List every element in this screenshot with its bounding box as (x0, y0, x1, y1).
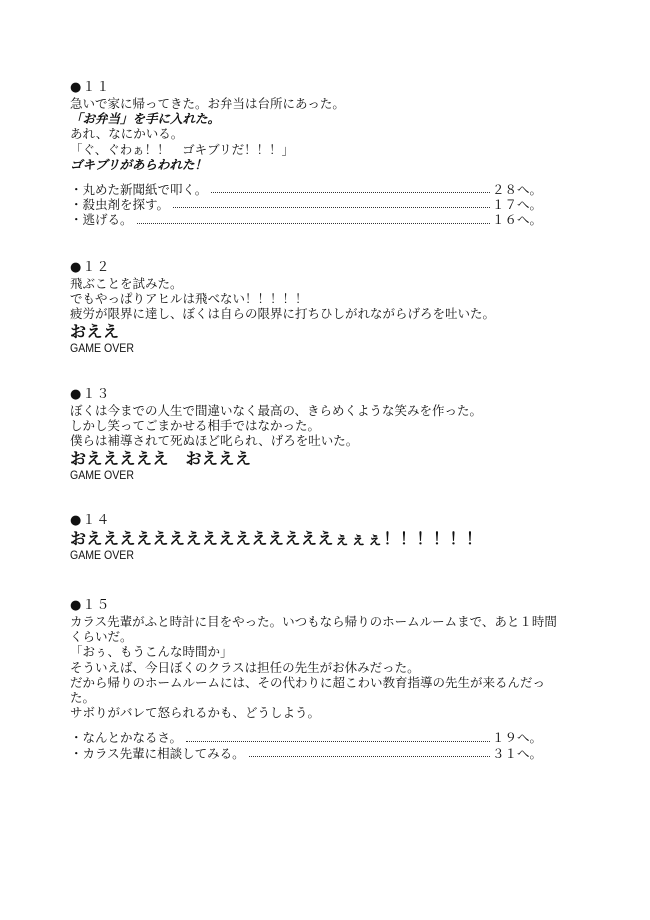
choice-item[interactable] (70, 730, 542, 745)
choice-destination: ２８へ。 (491, 182, 542, 198)
choice-destination: ３１へ。 (491, 745, 542, 761)
dialogue-line: 「ぐ、ぐわぁ！！ ゴキブリだ！！！」 (70, 141, 295, 157)
text-line: サボりがバレて怒られるかも、どうしよう。 (70, 705, 321, 721)
section-heading: ●１２ (70, 260, 111, 275)
text-line: 僕らは補導されて死ぬほど叱られ、げろを吐いた。 (70, 433, 359, 449)
choice-text: ・カラス先輩に相談してみる。 (70, 745, 245, 761)
enemy-appeared-text: ゴキブリがあらわれた！ (70, 156, 208, 172)
section-14 (70, 513, 570, 563)
text-line: あれ、なにかいる。 (70, 126, 184, 142)
text-line: しかし笑ってごまかせる相手ではなかった。 (70, 418, 321, 434)
text-line: だから帰りのホームルームには、その代わりに超こわい教育指導の先生が来るんだった。 (70, 674, 546, 706)
text-line: ぼくは今までの人生で間違いなく最高の、きらめくような笑みを作った。 (70, 403, 483, 418)
vomit-text: おえええええ おえええ (70, 448, 252, 468)
game-over-text: GAME OVER (70, 340, 134, 355)
section-13 (70, 387, 570, 483)
section-heading: ●１１ (70, 80, 111, 95)
leader-dots (211, 192, 490, 193)
text-line: そういえば、今日ぼくのクラスは担任の先生がお休みだった。 (70, 659, 420, 675)
choice-item[interactable] (70, 197, 542, 212)
leader-dots (249, 756, 490, 757)
game-over-text: GAME OVER (70, 548, 134, 562)
dialogue-line: 「おぅ、もうこんな時間か」 (70, 644, 233, 660)
leader-dots (137, 223, 490, 224)
choice-text: ・逃げる。 (70, 212, 133, 228)
game-over-text: GAME OVER (70, 467, 134, 482)
text-line: 急いで家に帰ってきた。お弁当は台所にあった。 (70, 96, 345, 111)
section-12 (70, 260, 570, 356)
section-11 (70, 80, 570, 228)
text-line: 疲労が限界に達し、ぼくは自らの限界に打ちひしがれながらげろを吐いた。 (70, 306, 496, 322)
leader-dots (186, 741, 490, 742)
choice-item[interactable] (70, 182, 542, 197)
text-line: でもやっぱりアヒルは飛べない！！！！！ (70, 291, 308, 307)
section-heading: ●１５ (70, 598, 111, 613)
choice-destination: １６へ。 (491, 212, 542, 228)
section-heading: ●１４ (70, 513, 111, 528)
item-obtained-text: 「お弁当」を手に入れた。 (70, 111, 221, 127)
section-15 (70, 598, 568, 761)
leader-dots (173, 207, 490, 208)
section-heading: ●１３ (70, 387, 111, 402)
text-line: 飛ぶことを試みた。 (70, 276, 183, 291)
choice-text: ・なんとかなるさ。 (70, 730, 183, 746)
choice-text: ・丸めた新聞紙で叩く。 (70, 182, 208, 198)
vomit-text: おえええええええええええええええぇぇぇ！！！！！！ (70, 529, 483, 548)
choice-text: ・殺虫剤を探す。 (70, 197, 170, 213)
choice-destination: １７へ。 (491, 197, 542, 213)
choice-destination: １９へ。 (491, 730, 542, 746)
vomit-text: おええ (70, 321, 120, 341)
choice-item[interactable] (70, 746, 542, 761)
choice-item[interactable] (70, 212, 542, 227)
text-line: カラス先輩がふと時計に目をやった。いつもなら帰りのホームルームまで、あと１時間くらいだ。 (70, 614, 557, 645)
